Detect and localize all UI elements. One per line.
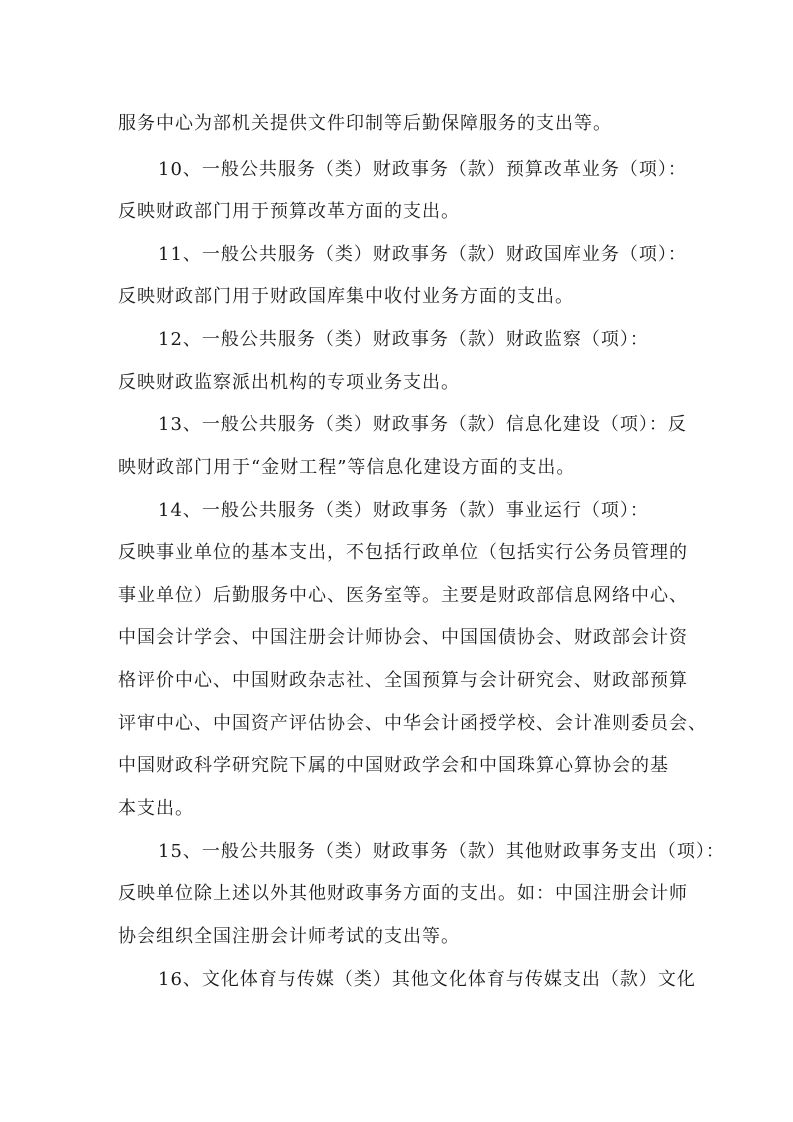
item-13-heading: 13、一般公共服务（类）财政事务（款）信息化建设（项）：反 — [158, 414, 687, 435]
item-14-description-line: 中国会计学会、中国注册会计师协会、中国国债协会、财政部会计资 — [118, 627, 688, 648]
item-12-heading: 12、一般公共服务（类）财政事务（款）财政监察（项）： — [158, 329, 649, 350]
item-14-description-line: 事业单位）后勤服务中心、医务室等。主要是财政部信息网络中心、 — [118, 585, 688, 606]
item-11-description: 反映财政部门用于财政国库集中收付业务方面的支出。 — [118, 286, 574, 307]
body-text-line: 服务中心为部机关提供文件印制等后勤保障服务的支出等。 — [118, 113, 612, 134]
item-15-description-line: 反映单位除上述以外其他财政事务方面的支出。如：中国注册会计师 — [118, 883, 688, 904]
item-14-description-line: 反映事业单位的基本支出，不包括行政单位（包括实行公务员管理的 — [118, 542, 688, 563]
item-15-heading: 15、一般公共服务（类）财政事务（款）其他财政事务支出（项）： — [158, 841, 725, 862]
item-12-description: 反映财政监察派出机构的专项业务支出。 — [118, 372, 460, 393]
item-10-description: 反映财政部门用于预算改革方面的支出。 — [118, 201, 460, 222]
item-14-description-line: 格评价中心、中国财政杂志社、全国预算与会计研究会、财政部预算 — [118, 670, 688, 691]
item-14-description-line: 中国财政科学研究院下属的中国财政学会和中国珠算心算协会的基 — [118, 755, 669, 776]
item-14-description-line: 评审中心、中国资产评估协会、中华会计函授学校、会计准则委员会、 — [118, 713, 707, 734]
item-14-description-line: 本支出。 — [118, 798, 194, 819]
item-11-heading: 11、一般公共服务（类）财政事务（款）财政国库业务（项）： — [158, 244, 687, 265]
item-14-heading: 14、一般公共服务（类）财政事务（款）事业运行（项）： — [158, 500, 649, 521]
item-16-heading: 16、文化体育与传媒（类）其他文化体育与传媒支出（款）文化 — [158, 969, 696, 990]
item-10-heading: 10、一般公共服务（类）财政事务（款）预算改革业务（项）： — [158, 159, 687, 180]
item-15-description-line: 协会组织全国注册会计师考试的支出等。 — [118, 926, 460, 947]
item-13-description: 映财政部门用于“金财工程”等信息化建设方面的支出。 — [118, 457, 576, 478]
